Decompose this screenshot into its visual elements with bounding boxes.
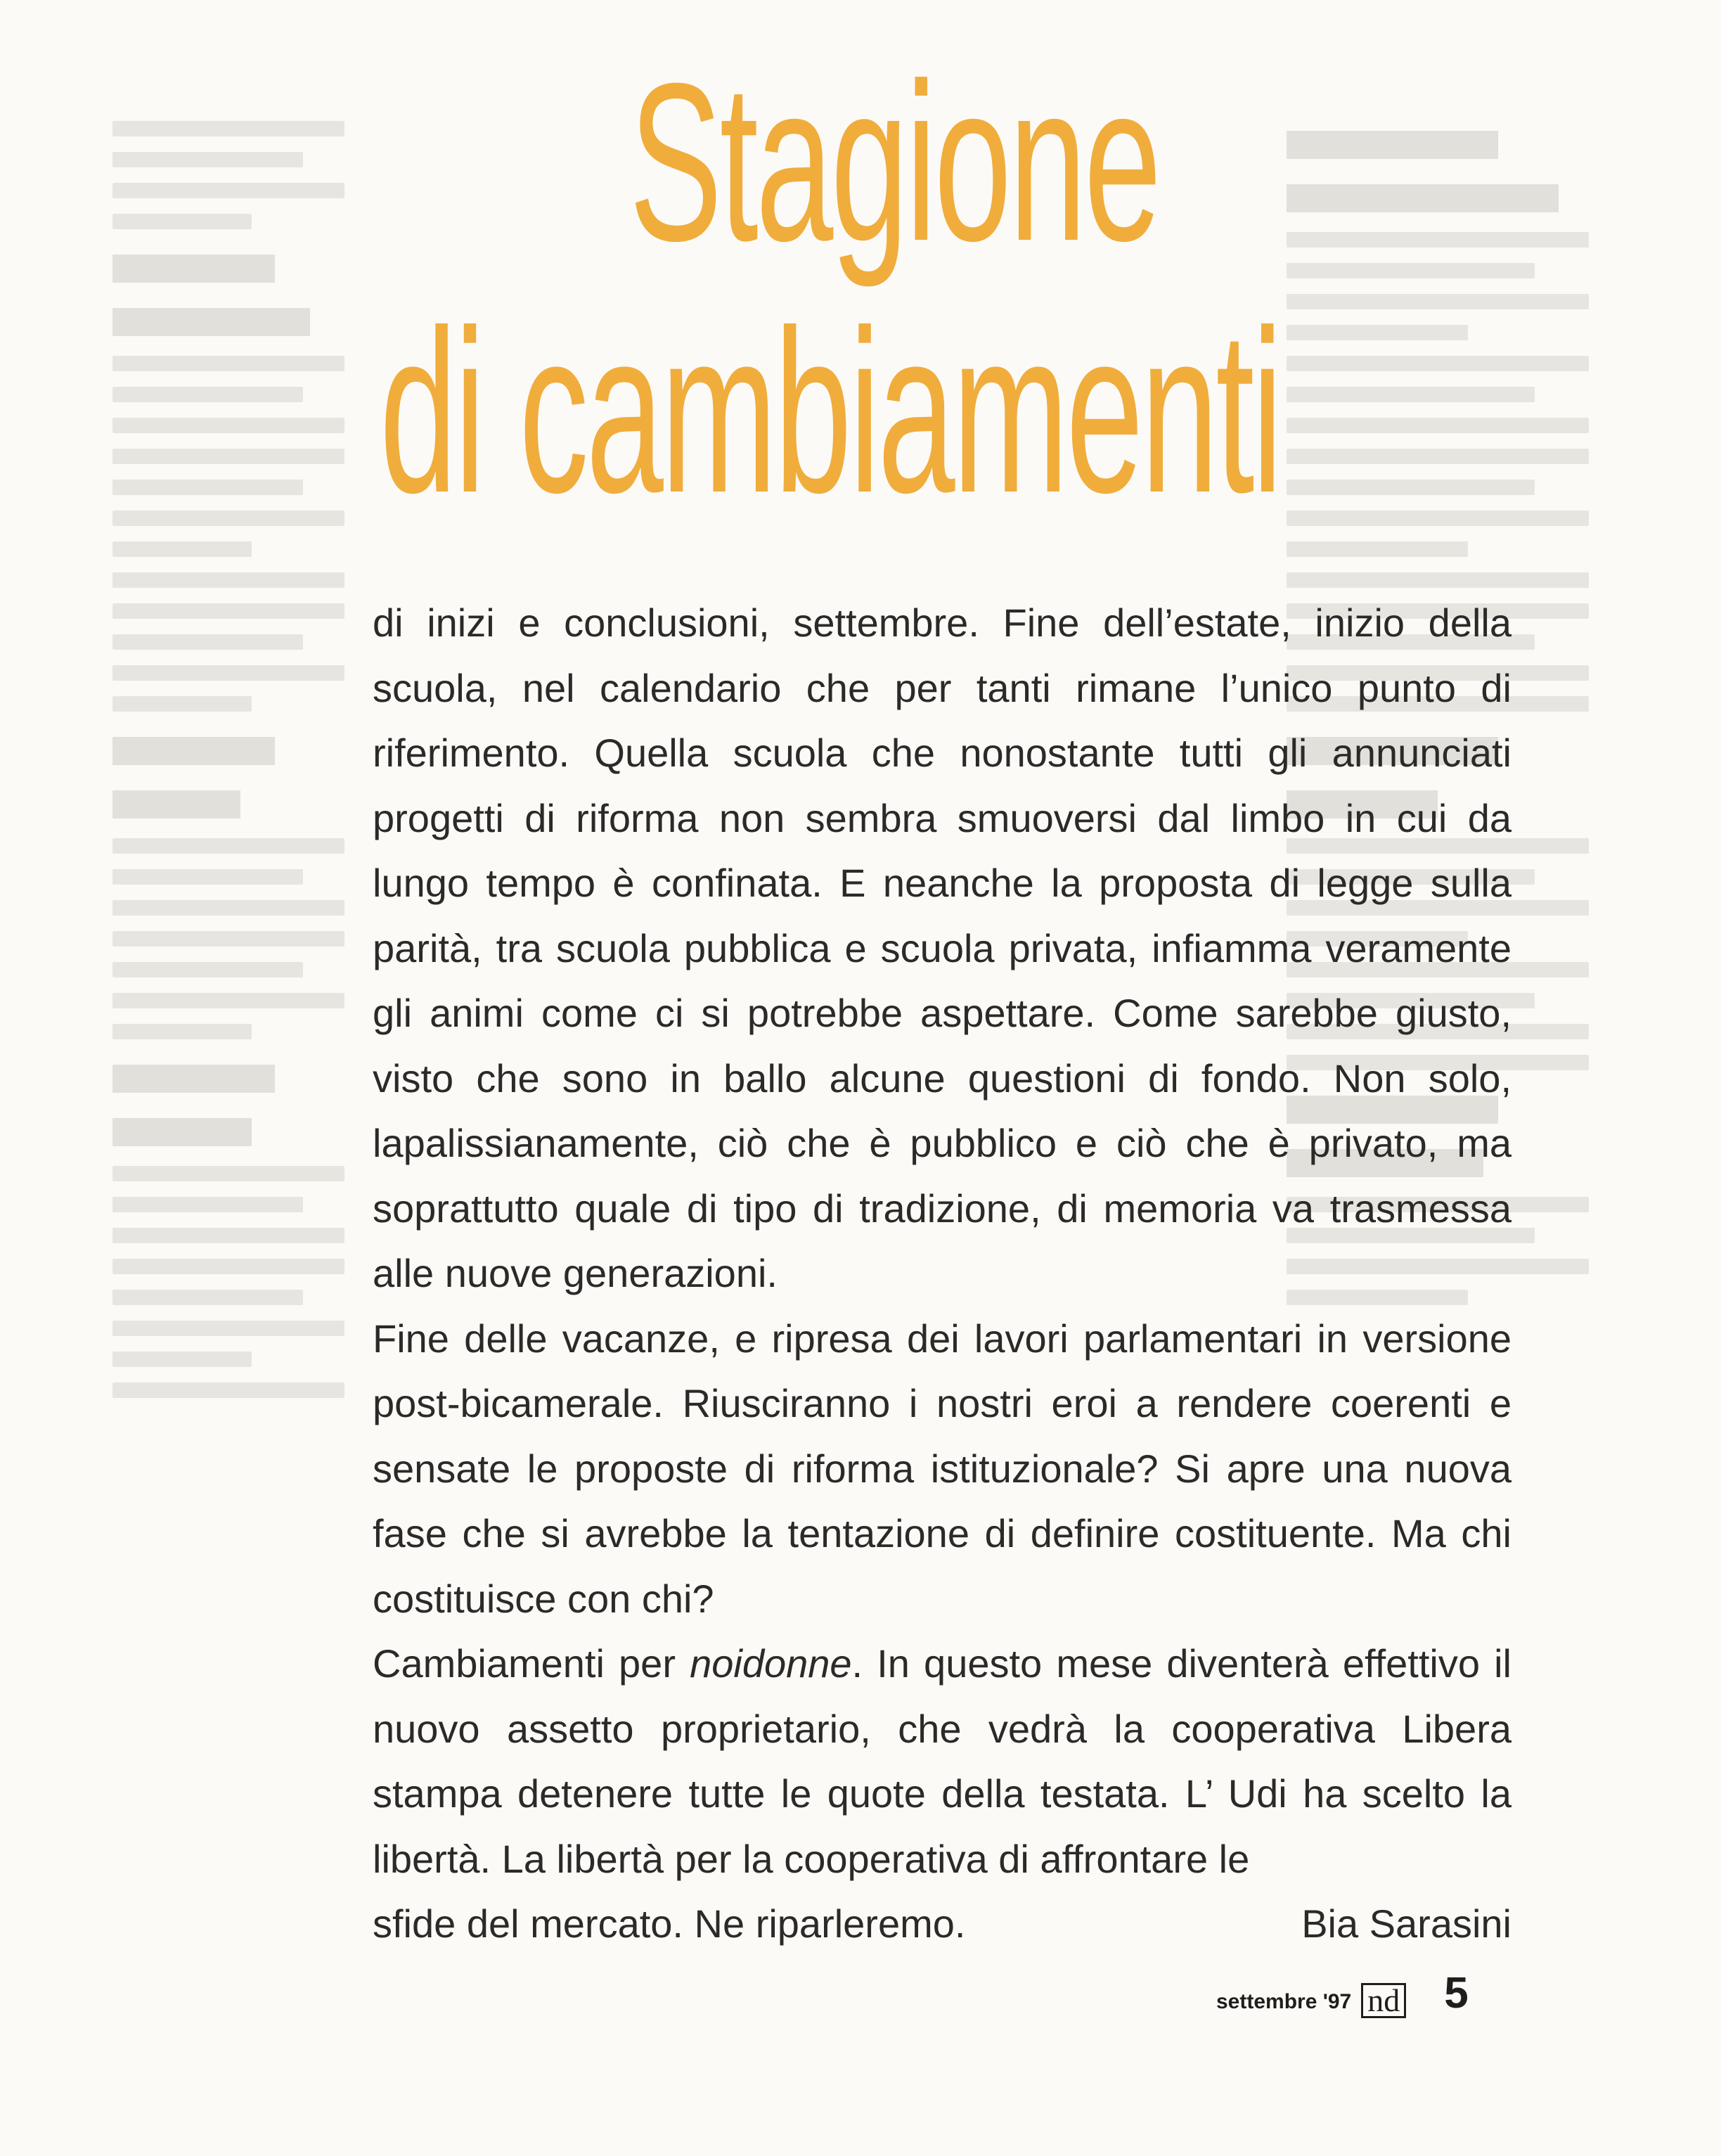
article-paragraph-3 xyxy=(373,1631,1511,1892)
editorial-article xyxy=(373,591,1511,1957)
article-paragraph-2: Fine delle vacanze, e ripresa dei lavori parlamentari in versione post-bicamerale. Riusciranno i nostri eroi a rendere coerenti e sensate le proposte di riforma istituzionale? Si apre una nuova fase che si avrebbe la tentazione di definire costituente. Ma chi costituisce con chi? xyxy=(373,1316,1511,1621)
page-footer xyxy=(1216,1969,1469,2018)
paragraph-3-start: Cambiamenti per xyxy=(373,1641,690,1686)
closing-sentence: sfide del mercato. Ne riparleremo. xyxy=(373,1901,966,1946)
author-signature: Bia Sarasini xyxy=(1301,1901,1511,1946)
background-ghost-column-left xyxy=(112,105,344,2004)
article-paragraph-1: di inizi e conclusioni, settembre. Fine dell’estate, inizio della scuola, nel calendario che per tanti rimane l’unico punto di riferimento. Quella scuola che nonostante tutti gli annunciati progetti di riforma non sembra smuoversi dal limbo in cui da lungo tempo è confinata. E neanche la proposta di legge sulla parità, tra scuola pubblica e scuola privata, infiamma veramente gli animi come ci si potrebbe aspettare. Come sarebbe giusto, visto che sono in ballo alcune questioni di fondo. Non solo, lapalissianamente, ciò che è pubblico e ciò che è privato, ma soprattutto quale di tipo di tradizione, di memoria va trasmessa alle nuove generazioni. xyxy=(373,601,1511,1295)
magazine-name: noidonne xyxy=(690,1641,852,1686)
closing-line xyxy=(373,1892,1511,1957)
page-title-line-1: Stagione xyxy=(629,36,1159,288)
magazine-logo: nd xyxy=(1361,1983,1406,2018)
paragraph-3-rest: . In questo mese diventerà effettivo il nuovo assetto proprietario, che vedrà la cooperativa Libera stampa detenere tutte le quote della testata. L’ Udi ha scelto la libertà. La libertà per la cooperativa di affrontare le xyxy=(373,1641,1511,1881)
page-number: 5 xyxy=(1444,1969,1469,2017)
issue-date: settembre '97 xyxy=(1216,1990,1352,2013)
page-title-line-2: di cambiamenti xyxy=(380,281,1281,541)
